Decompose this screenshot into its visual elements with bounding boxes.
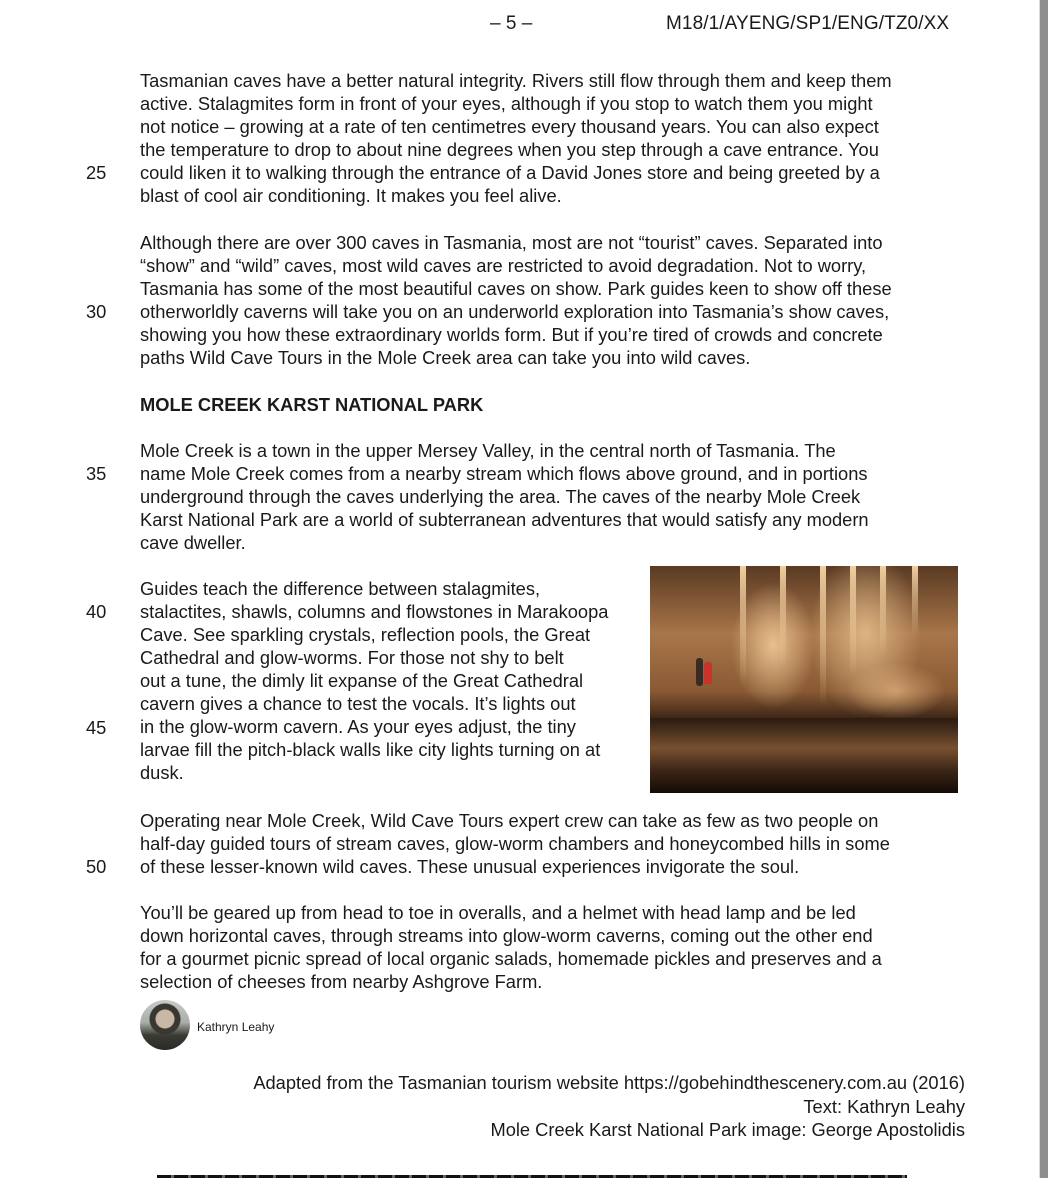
author-avatar [140,1000,190,1050]
text-line: out a tune, the dimly lit expanse of the Great Cathedral [140,670,584,691]
stalactite-shape [912,566,918,636]
text-line: Although there are over 300 caves in Tasmania, most are not “tourist” caves. Separated into [140,232,883,253]
line-number: 45 [86,717,107,738]
text-line: You’ll be geared up from head to toe in overalls, and a helmet with head lamp and be led [140,902,856,923]
text-line: Operating near Mole Creek, Wild Cave Tours expert crew can take as few as two people on [140,810,879,831]
stalactite-shape [780,566,786,666]
line-number: 40 [86,601,107,622]
text-line: larvae fill the pitch-black walls like city lights turning on at [140,739,601,760]
page-number: – 5 – [490,13,533,34]
paragraph-caves-integrity [140,69,892,207]
stalactite-shape [820,566,826,706]
text-line: showing you how these extraordinary worlds form. But if you’re tired of crowds and concrete [140,324,883,345]
text-line: paths Wild Cave Tours in the Mole Creek area can take you into wild caves. [140,347,751,368]
line-number: 35 [86,463,107,484]
text-line: blast of cool air conditioning. It makes you feel alive. [140,185,562,206]
text-line: Guides teach the difference between stalagmites, [140,578,541,599]
text-line: not notice – growing at a rate of ten centimetres every thousand years. You can also expect [140,116,879,137]
text-credit: Text: Kathryn Leahy [803,1095,965,1117]
paragraph-mole-creek [140,439,869,554]
text-line: down horizontal caves, through streams into glow-worm caverns, coming out the other end [140,925,873,946]
text-line: cavern gives a chance to test the vocals. It’s lights out [140,693,576,714]
text-line: dusk. [140,762,184,783]
text-line: name Mole Creek comes from a nearby stream which flows above ground, and in portions [140,463,868,484]
text-line: otherworldly caverns will take you on an underworld exploration into Tasmania’s show caves, [140,301,890,322]
source-credit: Adapted from the Tasmanian tourism website https://gobehindthescenery.com.au (2016) [253,1072,965,1093]
text-line: Tasmanian caves have a better natural integrity. Rivers still flow through them and keep them [140,70,892,91]
text-line: of these lesser-known wild caves. These unusual experiences invigorate the soul. [140,856,800,877]
paragraph-show-wild-caves [140,231,892,369]
visitor-figure-red [704,662,712,684]
text-line: selection of cheeses from nearby Ashgrove Farm. [140,971,543,992]
visitor-figure [696,658,703,686]
text-line: active. Stalagmites form in front of your eyes, although if you stop to watch them you might [140,93,873,114]
text-line: “show” and “wild” caves, most wild caves are restricted to avoid degradation. Not to worry, [140,255,867,276]
stalactite-shape [880,566,886,656]
text-line: half-day guided tours of stream caves, glow-worm chambers and honeycombed hills in some [140,833,890,854]
reflection-pool [650,718,958,793]
author-name: Kathryn Leahy [197,1020,275,1034]
text-line: Karst National Park are a world of subterranean adventures that would satisfy any modern [140,509,869,530]
text-line: Cathedral and glow-worms. For those not shy to belt [140,647,564,668]
line-number: 25 [86,162,107,183]
paragraph-guides [140,577,608,784]
text-line: for a gourmet picnic spread of local organic salads, homemade pickles and preserves and a [140,948,882,969]
credits [253,1071,965,1142]
text-line: underground through the caves underlying the area. The caves of the nearby Mole Creek [140,486,861,507]
text-line: in the glow-worm cavern. As your eyes adjust, the tiny [140,716,576,737]
stalactite-shape [740,566,746,686]
text-line: could liken it to walking through the entrance of a David Jones store and being greeted by a [140,162,880,183]
text-line: Mole Creek is a town in the upper Mersey Valley, in the central north of Tasmania. The [140,440,836,461]
cave-photo [650,566,958,793]
text-line: stalactites, shawls, columns and flowstones in Marakoopa [140,601,609,622]
line-number: 50 [86,856,107,877]
line-number: 30 [86,301,107,322]
paragraph-geared-up [140,901,882,993]
text-line: the temperature to drop to about nine degrees when you step through a cave entrance. You [140,139,879,160]
text-line: Tasmania has some of the most beautiful caves on show. Park guides keen to show off these [140,278,892,299]
paper-code: M18/1/AYENG/SP1/ENG/TZ0/XX [666,13,950,34]
text-line: cave dweller. [140,532,246,553]
paragraph-wild-cave-tours [140,809,890,878]
text-line: Cave. See sparkling crystals, reflection pools, the Great [140,624,591,645]
section-heading: MOLE CREEK KARST NATIONAL PARK [140,394,484,415]
stalactite-shape [850,566,856,676]
image-credit: Mole Creek Karst National Park image: George Apostolidis [490,1119,965,1140]
scrollbar[interactable] [1039,0,1048,1178]
